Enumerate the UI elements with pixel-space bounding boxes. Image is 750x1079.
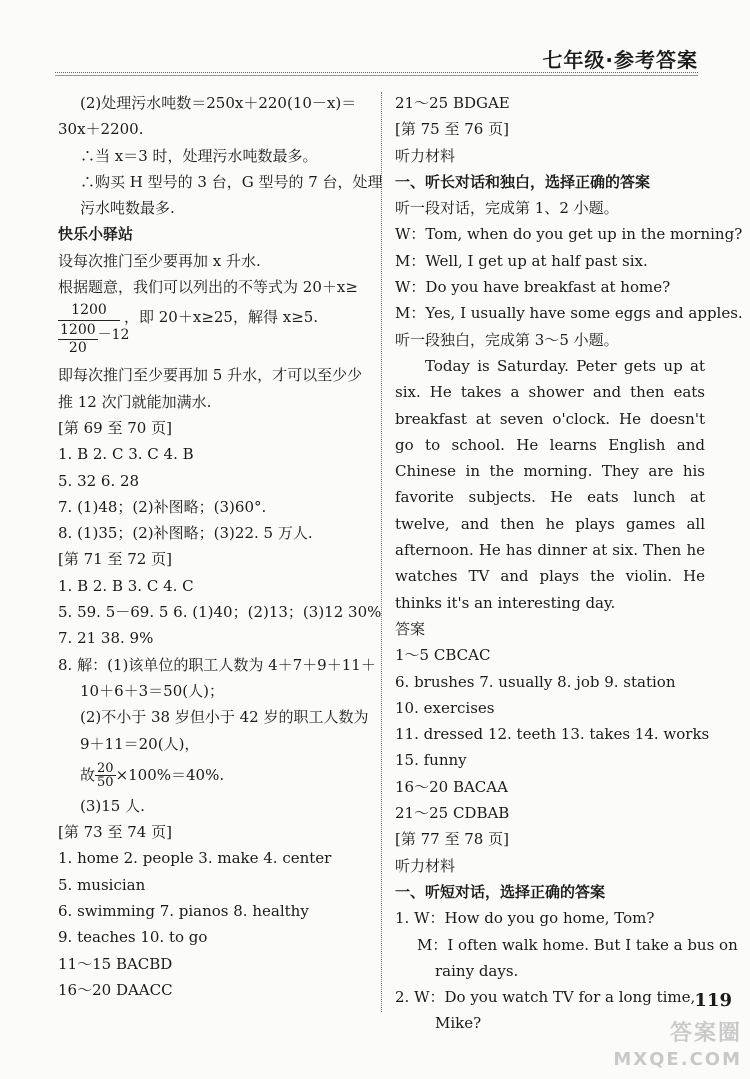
dialogue-line: M：Well, I get up at half past six. — [395, 251, 648, 270]
text-line: 设每次推门至少要再加 x 升水. — [58, 251, 261, 270]
text-line: 30x＋2200. — [58, 120, 144, 139]
section-marker: [第 75 至 76 页] — [395, 120, 509, 139]
answer-line: 10＋6＋3＝50(人)； — [80, 681, 224, 700]
answer-line: 6. swimming 7. pianos 8. healthy — [58, 902, 309, 921]
text-line: ∴购买 H 型号的 3 台，G 型号的 7 台，处理 — [80, 172, 383, 191]
text-line: 答案 — [395, 619, 426, 638]
answer-line: 8. 解：(1)该单位的职工人数为 4＋7＋9＋11＋ — [58, 655, 376, 674]
inner-denominator: 20 — [68, 340, 87, 357]
fraction-bar — [58, 320, 120, 321]
dialogue-line: Mike? — [435, 1014, 482, 1033]
answer-line: 6. brushes 7. usually 8. job 9. station — [395, 672, 676, 691]
fraction-denominator: 50 — [97, 775, 114, 791]
watermark-logo — [613, 1021, 742, 1073]
answer-line: 21～25 CDBAB — [395, 804, 510, 823]
header-rule-solid — [55, 75, 698, 76]
column-divider — [381, 92, 382, 1012]
section-heading: 快乐小驿站 — [58, 225, 134, 244]
text-line: 听一段对话，完成第 1、2 小题。 — [395, 199, 619, 218]
left-column — [58, 90, 383, 1003]
answer-line: 11～15 BACBD — [58, 954, 173, 973]
fraction-rest: ，即 20＋x≥25，解得 x≥5. — [124, 308, 319, 327]
section-marker: [第 73 至 74 页] — [58, 823, 172, 842]
section-marker: [第 69 至 70 页] — [58, 418, 172, 437]
answer-line: 5. 32 6. 28 — [58, 471, 140, 490]
text-line: 即每次推门至少要再加 5 升水，才可以至少少 — [58, 366, 363, 385]
answer-line: (3)15 人. — [80, 796, 145, 815]
inner-numerator: 1200 — [60, 322, 96, 339]
answer-line: 7. 21 38. 9% — [58, 629, 154, 648]
answer-line: 15. funny — [395, 751, 467, 770]
dialogue-line: W：Tom, when do you get up in the morning? — [395, 225, 743, 244]
answer-line: 16～20 BACAA — [395, 777, 508, 796]
answer-line: 1. B 2. C 3. C 4. B — [58, 445, 194, 464]
text-line: 污水吨数最多. — [80, 199, 175, 218]
answer-line: 8. (1)35；(2)补图略；(3)22. 5 万人. — [58, 524, 313, 543]
answer-line: 11. dressed 12. teeth 13. takes 14. works — [395, 725, 710, 744]
text-line: 根据题意，我们可以列出的不等式为 20＋x≥ — [58, 278, 358, 297]
fraction-line — [58, 757, 370, 793]
answer-line: 5. musician — [58, 875, 146, 894]
answer-line: 7. (1)48；(2)补图略；(3)60°. — [58, 497, 267, 516]
dialogue-line: 1. W：How do you go home, Tom? — [395, 909, 655, 928]
text-line: 推 12 次门就能加满水. — [58, 392, 212, 411]
answer-line: 10. exercises — [395, 698, 495, 717]
answer-line: 1～5 CBCAC — [395, 646, 491, 665]
section-marker: [第 71 至 72 页] — [58, 550, 172, 569]
page-number: 119 — [694, 990, 732, 1011]
monologue-paragraph: Today is Saturday. Peter gets up at six. He takes a shower and then eats breakfast at seven o'clock. He doesn't go to school. He learns English and Chinese in the morning. They are his favorite subjects. He eats lunch at twelve, and then he plays games all afternoon. He has dinner at six. Then he watches TV and plays the violin. He thinks it's an interesting day. — [395, 356, 705, 612]
dialogue-line: M：I often walk home. But I take a bus on — [417, 935, 738, 954]
text-line: 听力材料 — [395, 856, 456, 875]
fraction-numerator: 1200 — [71, 302, 107, 319]
answer-line: 9. teaches 10. to go — [58, 928, 208, 947]
answer-line: 1. B 2. B 3. C 4. C — [58, 576, 194, 595]
section-marker: [第 77 至 78 页] — [395, 830, 509, 849]
header-title: 七年级·参考答案 — [542, 48, 698, 72]
fraction-prefix: 故 — [80, 765, 96, 784]
answer-line: (2)不小于 38 岁但小于 42 岁的职工人数为 — [80, 708, 369, 727]
inner-tail: －12 — [97, 327, 130, 344]
dialogue-line: W：Do you have breakfast at home? — [395, 278, 671, 297]
fraction-suffix: ×100%＝40%. — [115, 765, 225, 784]
text-line: ∴当 x＝3 时，处理污水吨数最多。 — [80, 146, 318, 165]
text-line: (2)处理污水吨数＝250x＋220(10－x)＝ — [80, 94, 357, 112]
text-line: 听一段独白，完成第 3～5 小题。 — [395, 330, 619, 349]
compound-fraction — [58, 302, 370, 362]
text-line: 听力材料 — [395, 146, 456, 165]
section-heading: 一、听短对话，选择正确的答案 — [395, 882, 606, 901]
answer-line: 21～25 BDGAE — [395, 94, 510, 112]
answer-line: 9＋11＝20(人)， — [80, 734, 200, 753]
dialogue-line: 2. W：Do you watch TV for a long time, — [395, 988, 696, 1007]
answer-line: 1. home 2. people 3. make 4. center — [58, 849, 332, 868]
answer-line: 5. 59. 5－69. 5 6. (1)40；(2)13；(3)12 30% — [58, 603, 382, 622]
header-rule — [55, 72, 698, 73]
watermark-line: MXQE.COM — [613, 1049, 742, 1070]
answer-line: 16～20 DAACC — [58, 980, 173, 999]
dialogue-line: rainy days. — [435, 961, 519, 980]
fraction — [95, 762, 116, 789]
page-header — [0, 0, 750, 80]
fraction-denominator — [58, 322, 129, 357]
watermark-line: 答案圈 — [669, 1021, 742, 1046]
fraction-numerator: 20 — [97, 761, 114, 777]
dialogue-line: M：Yes, I usually have some eggs and apples. — [395, 304, 743, 323]
section-heading: 一、听长对话和独白，选择正确的答案 — [395, 172, 651, 191]
